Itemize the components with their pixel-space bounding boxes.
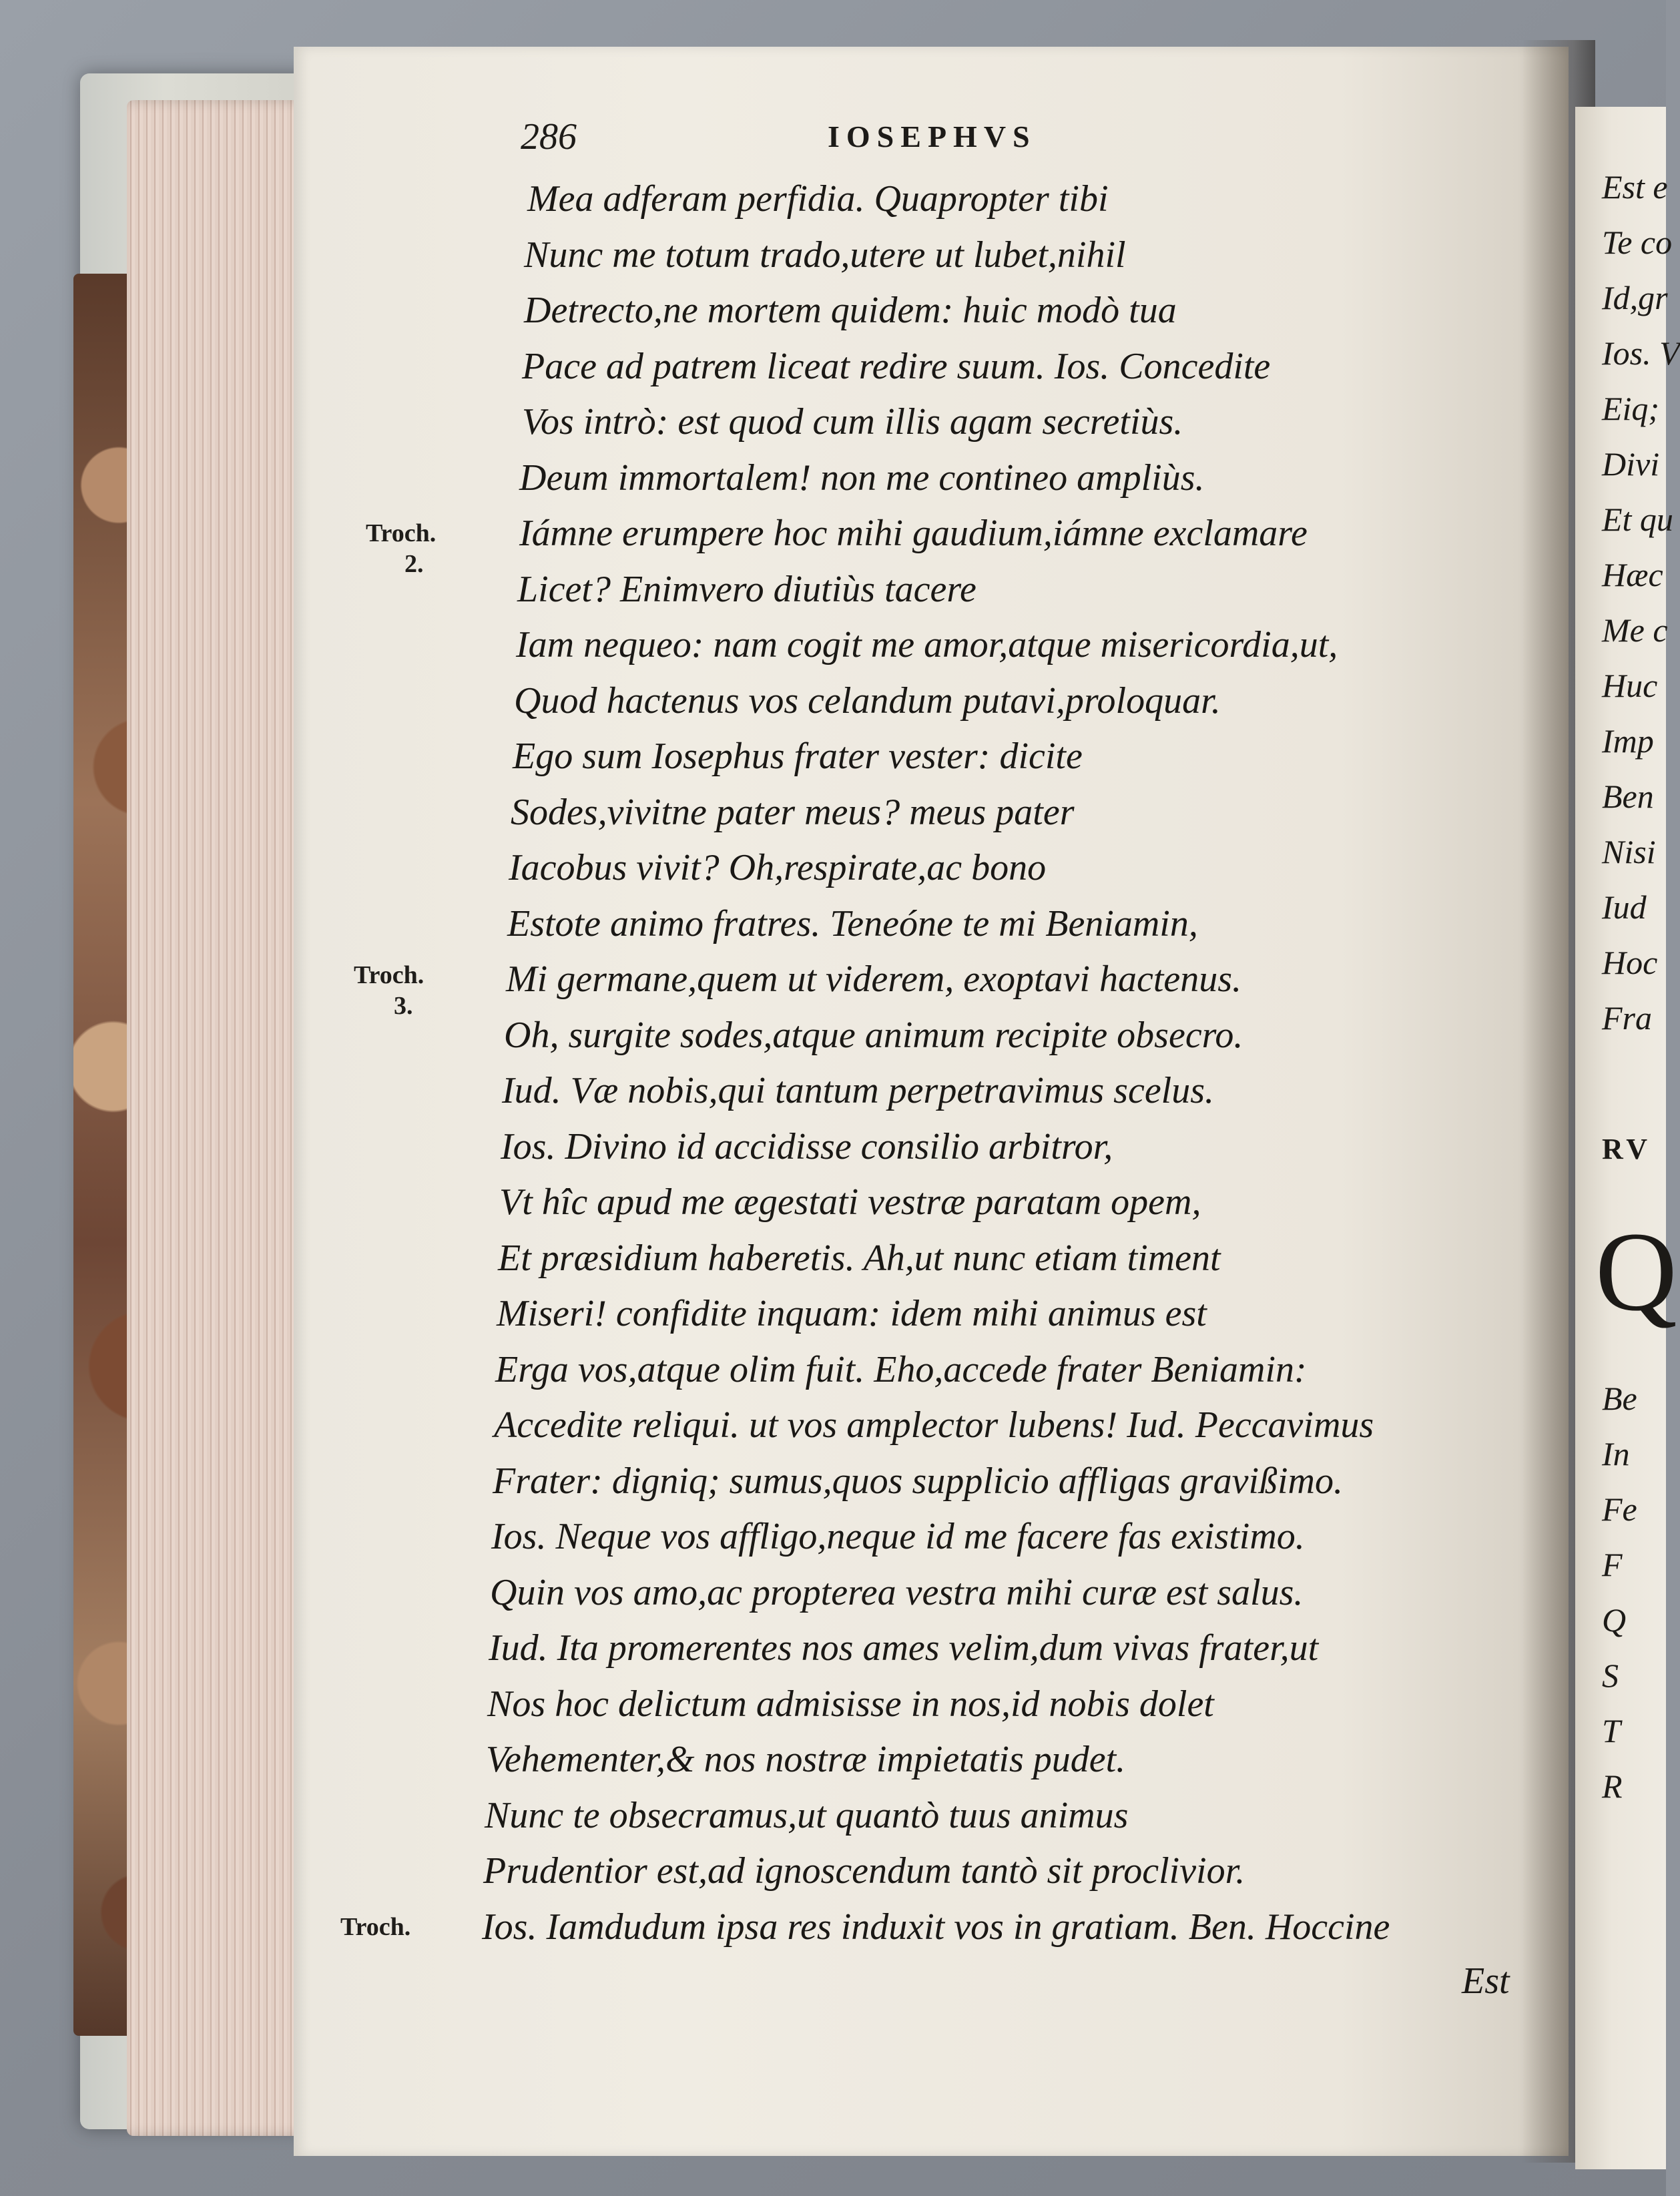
margin-note-troch (340, 1914, 410, 1940)
right-page-line: Nisi (1602, 833, 1656, 870)
right-page-partial (1575, 107, 1680, 2169)
right-page-line: Ben (1602, 778, 1654, 815)
text-line: Iacobus vivit? Oh,respirate,ac bono (509, 847, 1047, 888)
right-page-line: Est e (1602, 168, 1668, 206)
text-line: Prudentior est,ad ignoscendum tantò sit proclivior. (483, 1850, 1245, 1892)
right-page-lower-line: In (1602, 1435, 1630, 1472)
right-page-lower-line: Be (1602, 1380, 1637, 1417)
right-page-line: Eiq; (1602, 390, 1660, 427)
text-line: Vt hîc apud me ægestati vestræ paratam opem, (499, 1181, 1201, 1223)
running-head (521, 117, 1428, 157)
right-page-line: Te co (1602, 224, 1673, 261)
text-line: Deum immortalem! non me contineo ampliùs. (519, 457, 1205, 499)
right-page-line: Huc (1602, 667, 1658, 704)
text-line: Et præsidium haberetis. Ah,ut nunc etiam timent (498, 1237, 1221, 1279)
right-page-lower-line: Fe (1602, 1490, 1637, 1528)
text-line: Nunc me totum trado,utere ut lubet,nihil (524, 234, 1126, 276)
book-title: IOSEPHVS (828, 119, 1037, 154)
text-line: Ios. Neque vos affligo,neque id me facere fas existimo. (491, 1516, 1305, 1557)
text-line: Miseri! confidite inquam: idem mihi animus est (497, 1293, 1207, 1334)
right-page-lower-line: Q (1602, 1601, 1627, 1639)
right-page-lower-line: T (1602, 1712, 1621, 1749)
right-page-line: Et qu (1602, 501, 1673, 538)
margin-note-troch-3 (354, 963, 424, 1019)
text-line: Quin vos amo,ac propterea vestra mihi curæ est salus. (490, 1571, 1304, 1613)
text-line: Nunc te obsecramus,ut quantò tuus animus (485, 1794, 1129, 1836)
text-line: Iud. Ita promerentes nos ames velim,dum vivas frater,ut (489, 1627, 1319, 1669)
text-line: Detrecto,ne mortem quidem: huic modò tua (524, 290, 1177, 331)
margin-note-label: Troch. (366, 519, 437, 547)
right-page-line: Id,gr (1602, 279, 1668, 316)
page-fore-edge (127, 100, 320, 2136)
text-line: Pace ad patrem liceat redire suum. Ios. Concedite (522, 345, 1271, 387)
text-line: Mi germane,quem ut viderem, exoptavi hactenus. (506, 958, 1242, 1000)
margin-note-label: Troch. (340, 1913, 411, 1941)
text-line: Nos hoc delictum admisisse in nos,id nobis dolet (487, 1683, 1214, 1725)
text-line: Iam nequeo: nam cogit me amor,atque misericordia,ut, (516, 624, 1338, 665)
text-line: Frater: digniq; sumus,quos supplicio affligas gravißimo. (493, 1460, 1343, 1502)
text-line: Accedite reliqui. ut vos amplector lubens! Iud. Peccavimus (494, 1404, 1374, 1446)
text-line: Mea adferam perfidia. Quapropter tibi (527, 178, 1109, 220)
right-page-lower-line: R (1602, 1767, 1623, 1805)
catchword: Est (1462, 1960, 1510, 2002)
text-line: Licet? Enimvero diutiùs tacere (517, 568, 976, 610)
text-line: Iud. Væ nobis,qui tantum perpetravimus scelus. (502, 1070, 1215, 1111)
right-page-heading: RV (1602, 1133, 1652, 1165)
right-page-line: Ios. V (1602, 334, 1680, 372)
right-page-line: Fra (1602, 999, 1652, 1037)
text-line: Ego sum Iosephus frater vester: dicite (513, 736, 1083, 777)
text-line: Oh, surgite sodes,atque animum recipite obsecro. (504, 1014, 1243, 1056)
text-line: Quod hactenus vos celandum putavi,proloquar. (514, 679, 1221, 722)
margin-note-number: 3. (394, 992, 413, 1020)
text-line: Vos intrò: est quod cum illis agam secretiùs. (522, 401, 1183, 443)
margin-note-label: Troch. (354, 961, 425, 989)
text-line: Iámne erumpere hoc mihi gaudium,iámne exclamare (519, 513, 1308, 554)
right-page-lower-line: F (1602, 1546, 1623, 1583)
right-page-line: Imp (1602, 722, 1654, 760)
text-line: Estote animo fratres. Teneóne te mi Beniamin, (507, 902, 1198, 944)
text-line: Sodes,vivitne pater meus? meus pater (511, 791, 1075, 833)
page-number: 286 (521, 116, 577, 158)
right-page-line: Hoc (1602, 944, 1658, 981)
text-line: Vehementer,& nos nostræ impietatis pudet. (486, 1739, 1126, 1780)
right-page-line: Iud (1602, 888, 1647, 926)
margin-note-number: 2. (404, 550, 424, 578)
margin-note-troch-2 (366, 521, 436, 577)
text-line: Erga vos,atque olim fuit. Eho,accede frater Beniamin: (495, 1348, 1307, 1390)
text-line: Ios. Iamdudum ipsa res induxit vos in gratiam. Ben. Hoccine (482, 1906, 1390, 1948)
right-page-line: Divi (1602, 445, 1660, 483)
right-page-line: Hæc (1602, 556, 1663, 593)
right-page-line: Me c (1602, 611, 1668, 649)
text-line: Ios. Divino id accidisse consilio arbitror, (501, 1125, 1113, 1167)
right-page-drop-cap: Q (1595, 1209, 1677, 1334)
right-page-lower-line: S (1602, 1657, 1619, 1694)
